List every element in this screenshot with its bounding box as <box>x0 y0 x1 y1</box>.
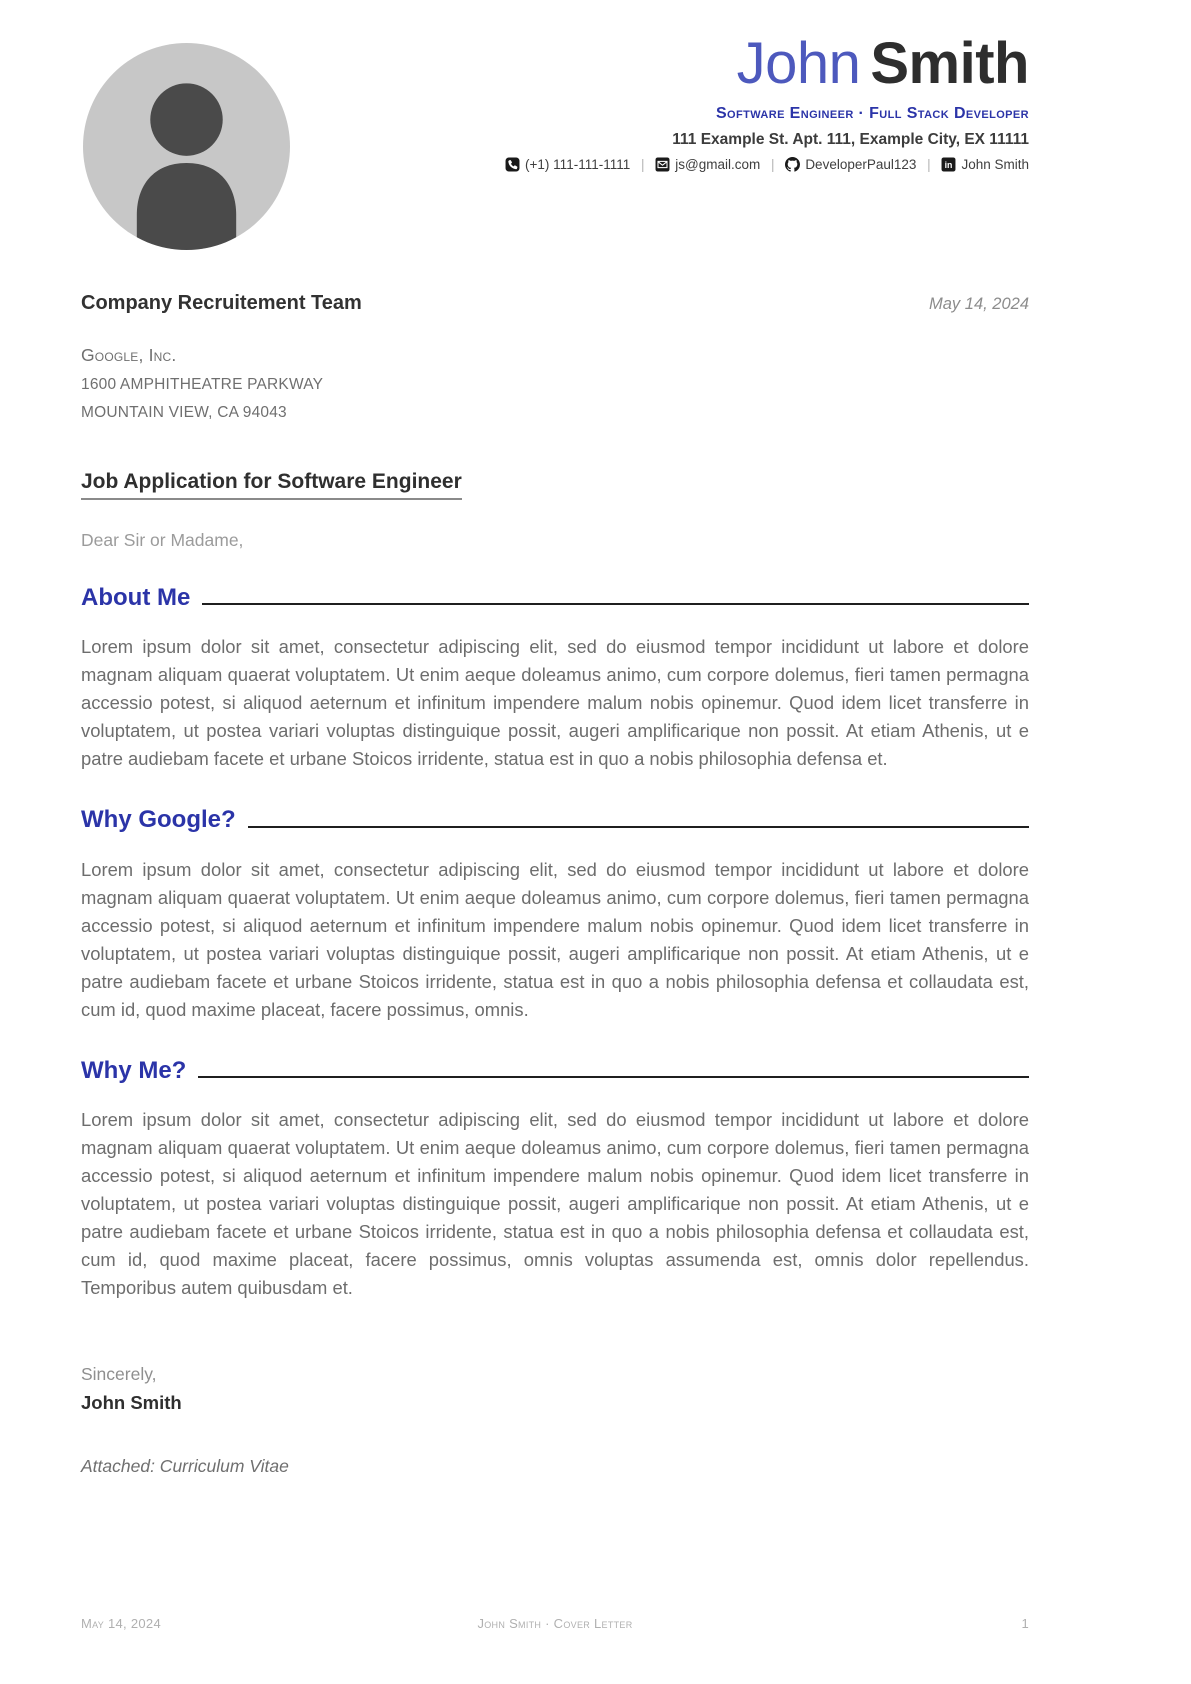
recipient-row <box>81 292 1029 315</box>
section-body: Lorem ipsum dolor sit amet, consectetur adipiscing elit, sed do eiusmod tempor incididunt ut labore et dolore magnam aliquam quaerat voluptatem. Ut enim aeque doleamus animo, cum corpore dolemus, fieri tamen permagna accessio potest, si aliquod aeternum et infinitum impendere malum nobis opinemur. Quod idem licet transferre in voluptatem, ut postea variari voluptas distinguique possit, augeri amplificarique non possit. At etiam Athenis, ut e patre audiebam facete et urbane Stoicos irridente, statua est in quo a nobis philosophia defensa et. <box>81 636 1029 770</box>
person-avatar-icon <box>83 43 290 250</box>
linkedin-contact[interactable] <box>941 157 1029 172</box>
first-name: John <box>736 31 861 96</box>
contact-line <box>505 157 1029 172</box>
recipient-name: Company Recruitement Team <box>81 292 362 314</box>
company-address-line-2: MOUNTAIN VIEW, CA 94043 <box>81 404 287 421</box>
page-footer <box>81 1616 1029 1631</box>
footer-date: May 14, 2024 <box>81 1616 161 1631</box>
email-icon <box>655 157 670 172</box>
section-heading <box>81 1058 1029 1084</box>
section-title: Why Google? <box>81 806 236 834</box>
footer-document-title: John Smith · Cover Letter <box>477 1616 633 1631</box>
letter-header <box>81 0 1029 250</box>
full-name <box>505 31 1029 96</box>
footer-page-number: 1 <box>1021 1616 1029 1631</box>
section-title: About Me <box>81 584 191 611</box>
attachment-note: Attached: Curriculum Vitae <box>81 1456 289 1477</box>
email-address: js@gmail.com <box>675 156 761 172</box>
svg-text:in: in <box>945 160 953 171</box>
subject-wrap <box>81 470 1029 500</box>
section-heading <box>81 585 1029 611</box>
company-address-line-1: 1600 AMPHITHEATRE PARKWAY <box>81 376 324 393</box>
letter-opening: Dear Sir or Madame, <box>81 530 244 550</box>
section-why-me <box>81 1058 1029 1302</box>
heading-rule <box>198 1076 1029 1078</box>
separator: | <box>771 156 775 172</box>
github-contact[interactable] <box>785 157 920 172</box>
company-name: Google, Inc. <box>81 345 177 365</box>
email-contact[interactable] <box>655 157 764 172</box>
job-tagline: Software Engineer · Full Stack Developer <box>715 104 1029 122</box>
last-name: Smith <box>870 31 1029 96</box>
heading-rule <box>202 603 1029 605</box>
letter-subject: Job Application for Software Engineer <box>81 470 462 500</box>
section-body: Lorem ipsum dolor sit amet, consectetur adipiscing elit, sed do eiusmod tempor incididunt ut labore et dolore magnam aliquam quaerat voluptatem. Ut enim aeque doleamus animo, cum corpore dolemus, fieri tamen permagna accessio potest, si aliquod aeternum et infinitum impendere malum nobis opinemur. Quod idem licet transferre in voluptatem, ut postea variari voluptas distinguique possit, augeri amplificarique non possit. At etiam Athenis, ut e patre audiebam facete et urbane Stoicos irridente, statua est in quo a nobis philosophia defensa et collaudata est, cum id, quod maxime placeat, facere possimus, omnis. <box>81 858 1029 1020</box>
signature-name: John Smith <box>81 1392 182 1414</box>
section-body: Lorem ipsum dolor sit amet, consectetur adipiscing elit, sed do eiusmod tempor incididunt ut labore et dolore magnam aliquam quaerat voluptatem. Ut enim aeque doleamus animo, cum corpore dolemus, fieri tamen permagna accessio potest, si aliquod aeternum et infinitum impendere malum nobis opinemur. Quod idem licet transferre in voluptatem, ut postea variari voluptas distinguique possit, augeri amplificarique non possit. At etiam Athenis, ut e patre audiebam facete et urbane Stoicos irridente, statua est in quo a nobis philosophia defensa et collaudata est, cum id, quod maxime placeat, facere possimus, omnis voluptas assumenda est, omnis dolor repellendus. Temporibus autem quibusdam et. <box>81 1109 1029 1299</box>
section-heading <box>81 807 1029 833</box>
letter-date: May 14, 2024 <box>929 295 1029 313</box>
github-icon <box>785 157 800 172</box>
linkedin-icon <box>941 157 956 172</box>
separator: | <box>927 156 931 172</box>
profile-photo <box>83 43 290 250</box>
linkedin-name: John Smith <box>961 156 1029 172</box>
separator: | <box>641 156 645 172</box>
home-address: 111 Example St. Apt. 111, Example City, EX 11111 <box>672 130 1029 148</box>
phone-number: (+1) 111-111-1111 <box>525 156 631 172</box>
section-why-google <box>81 807 1029 1023</box>
recipient-address-block <box>81 345 1029 422</box>
section-about-me <box>81 585 1029 773</box>
letter-closing <box>81 1364 1029 1414</box>
phone-icon <box>505 157 520 172</box>
header-identity <box>505 31 1029 172</box>
github-username: DeveloperPaul123 <box>805 156 917 172</box>
section-title: Why Me? <box>81 1056 187 1084</box>
heading-rule <box>248 826 1029 828</box>
closing-salutation: Sincerely, <box>81 1364 157 1385</box>
phone-contact[interactable] <box>505 157 634 172</box>
